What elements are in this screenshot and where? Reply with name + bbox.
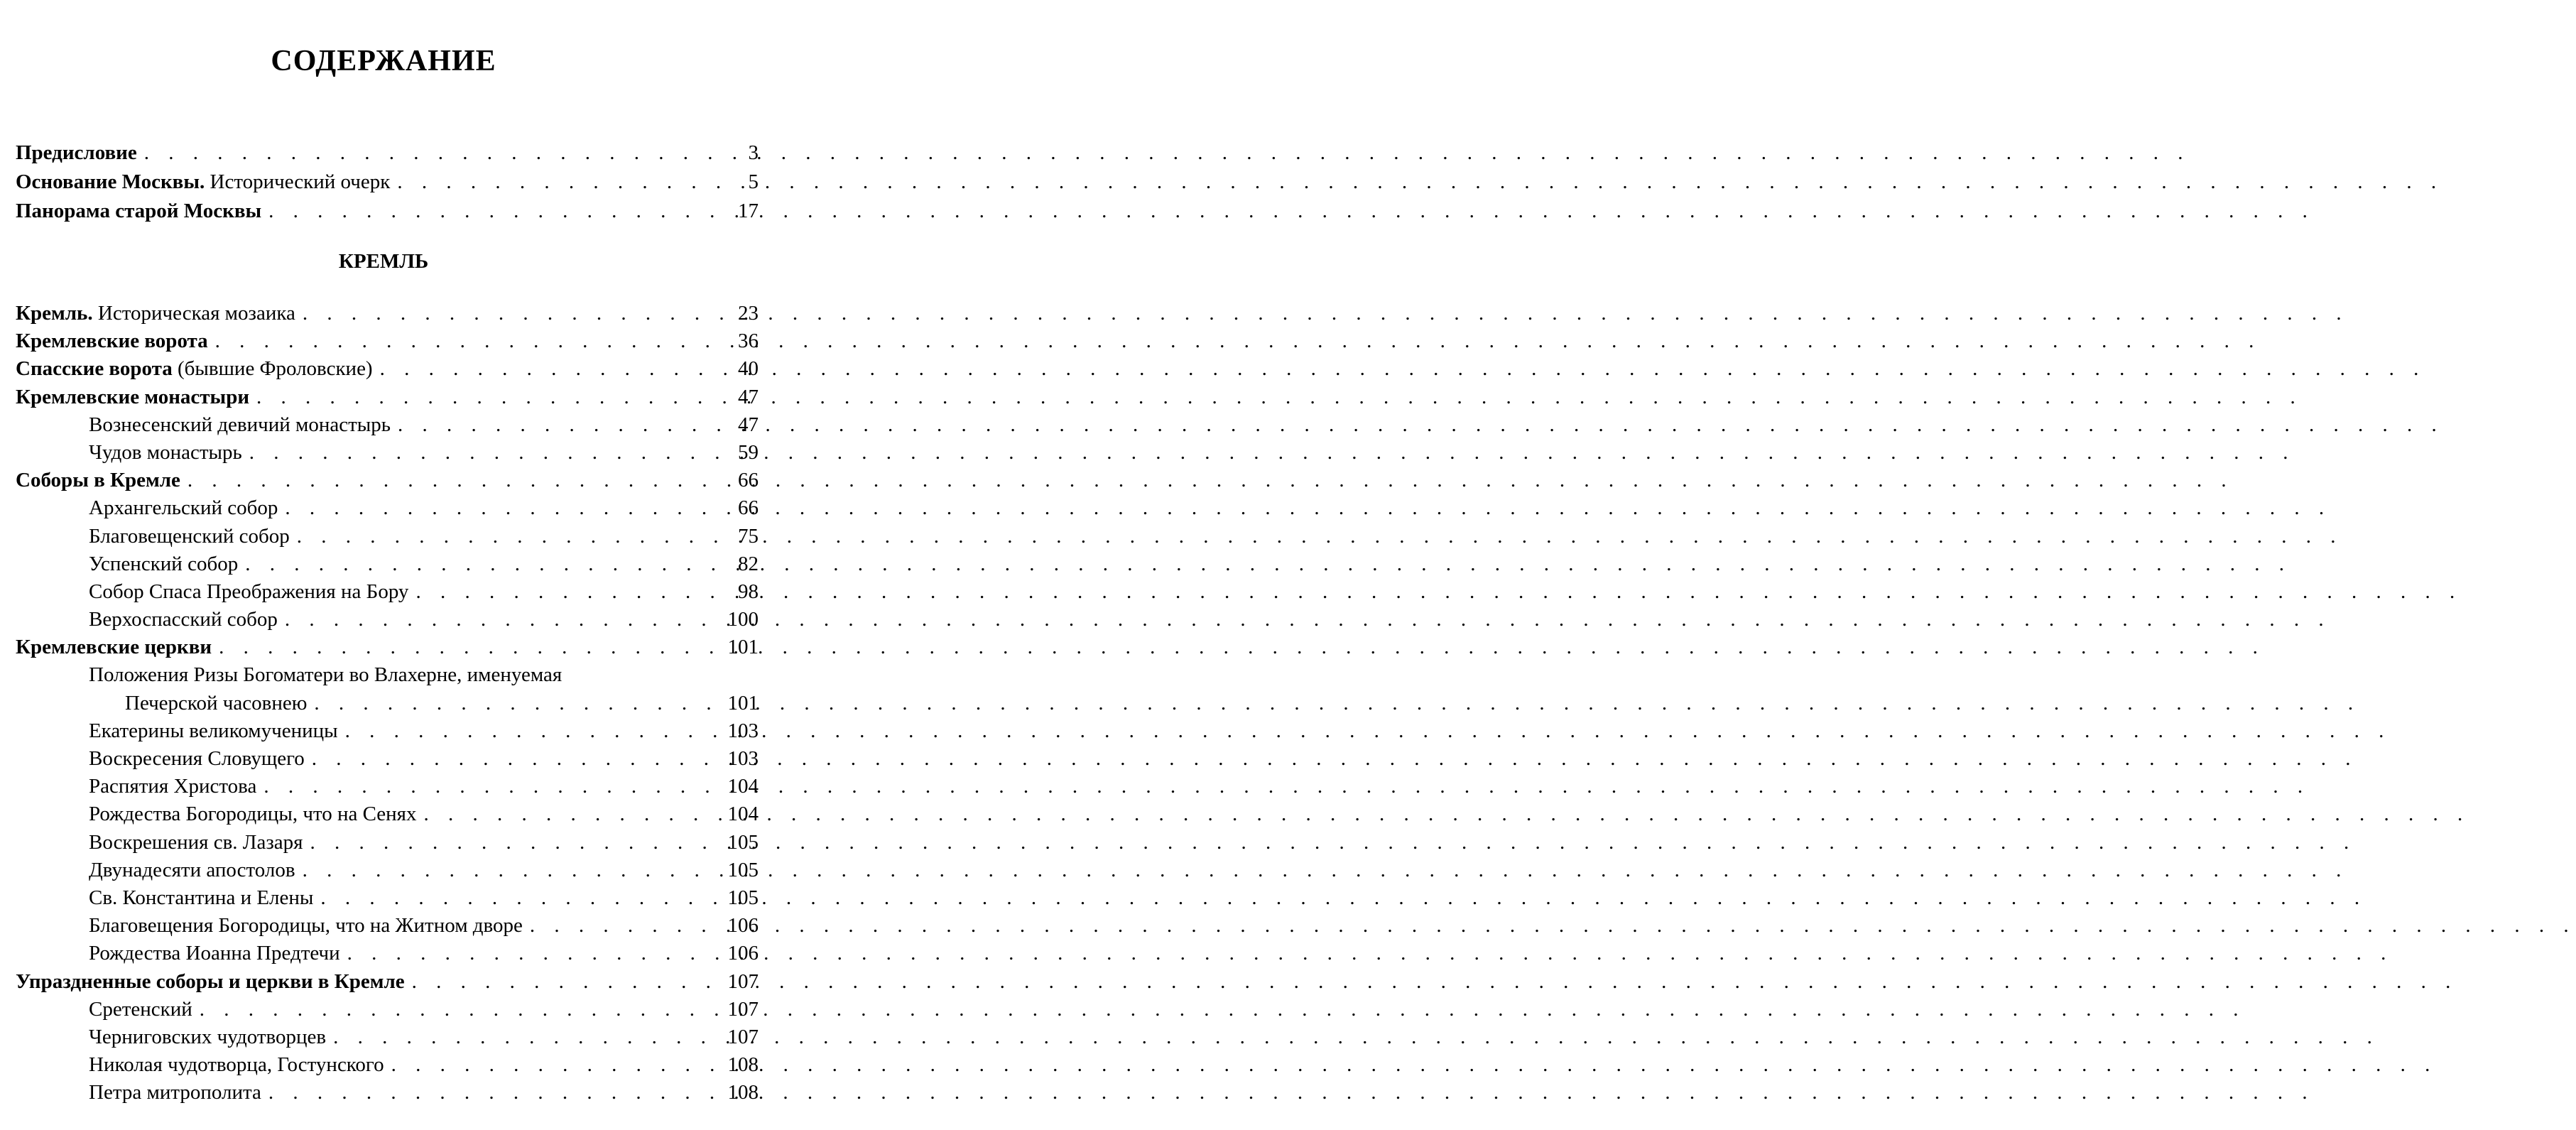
toc-entry-text (16, 355, 373, 383)
toc-entry-subtitle: Исторический очерк (205, 170, 391, 193)
dot-leader (405, 968, 709, 996)
toc-entry[interactable] (16, 327, 759, 355)
toc-entry[interactable] (16, 168, 759, 197)
toc-page-number: 59 (738, 440, 759, 464)
toc-entry-text (89, 1023, 326, 1051)
toc-subentry[interactable] (16, 745, 759, 773)
toc-subentry[interactable] (16, 550, 759, 578)
toc-entry-text (89, 550, 238, 578)
toc-page-number: 106 (727, 914, 759, 938)
toc-page-number: 66 (738, 496, 759, 520)
toc-subentry-title: Благовещения Богородицы, что на Житном дворе (89, 914, 523, 938)
toc-entry[interactable] (16, 138, 759, 168)
toc-entry-text (89, 940, 340, 967)
toc-page-number: 104 (727, 775, 759, 798)
toc-entry-title: Кремль. (16, 302, 93, 325)
toc-entry-text (89, 523, 290, 550)
toc-page-number: 66 (738, 469, 759, 492)
toc-entry-text (89, 494, 278, 522)
toc-subentry-title: Верхоспасский собор (89, 608, 278, 631)
toc-entry-text (89, 996, 192, 1023)
toc-page-number: 108 (727, 1053, 759, 1077)
toc-entry[interactable] (16, 197, 759, 226)
toc-page-number: 101 (727, 691, 759, 715)
toc-entry-text (89, 857, 295, 884)
toc-subentry-title: Воскрешения св. Лазаря (89, 830, 303, 854)
toc-page-number: 105 (727, 830, 759, 854)
toc-entry-text (89, 884, 313, 912)
toc-entry-title: Основание Москвы. (16, 170, 205, 193)
toc-subentry[interactable] (16, 578, 759, 606)
dot-leader (137, 138, 709, 168)
toc-subentry[interactable] (16, 661, 759, 689)
toc-subentry[interactable] (16, 773, 759, 800)
toc-entry-text (16, 138, 137, 168)
toc-subentry[interactable] (16, 439, 759, 467)
dot-leader (238, 550, 709, 578)
toc-entry-text (89, 606, 278, 634)
toc-page-number: 106 (727, 942, 759, 965)
toc-page-number: 82 (738, 552, 759, 575)
toc-entry-text (89, 912, 523, 940)
toc-subentry-title: Рождества Богородицы, что на Сенях (89, 803, 417, 826)
toc-entry-title: Кремлевские ворота (16, 330, 208, 353)
toc-entry-text (89, 578, 408, 606)
dot-leader (338, 717, 709, 745)
dot-leader (278, 494, 709, 522)
dot-leader (290, 523, 709, 550)
toc-subentry-title: Распятия Христова (89, 775, 257, 798)
toc-subentry[interactable] (16, 1023, 759, 1051)
dot-leader (192, 996, 709, 1023)
toc-entry-title: Соборы в Кремле (16, 469, 180, 492)
toc-subentry-title: Положения Ризы Богоматери во Влахерне, именуемая (89, 663, 563, 687)
toc-entry-text (16, 384, 249, 411)
toc-entry-text (89, 717, 338, 745)
toc-entry-text (89, 829, 303, 857)
toc-entry-text (89, 1079, 261, 1107)
toc-subentry-title: Собор Спаса Преображения на Бору (89, 580, 409, 603)
dot-leader (295, 857, 709, 884)
toc-page-number: 75 (738, 524, 759, 548)
dot-leader (373, 355, 709, 383)
dot-leader (303, 829, 710, 857)
dot-leader (523, 912, 709, 940)
toc-entry-text (16, 168, 390, 197)
toc-subentry-title: Рождества Иоанна Предтечи (89, 942, 340, 965)
dot-leader (326, 1023, 709, 1051)
toc-entry-text (89, 411, 391, 439)
toc-subentry-title: Николая чудотворца, Гостунского (89, 1053, 384, 1077)
page-title: СОДЕРЖАНИЕ (271, 45, 496, 77)
toc-entry-text (89, 439, 242, 467)
toc-subentry-title: Успенский собор (89, 552, 239, 575)
toc-subentry[interactable] (16, 940, 759, 967)
toc-subentry[interactable] (16, 411, 759, 439)
toc-entry[interactable] (16, 355, 759, 383)
dot-leader (390, 168, 709, 197)
toc-subentry-title: Петра митрополита (89, 1081, 261, 1104)
toc-subentry-title: Черниговских чудотворцев (89, 1025, 327, 1048)
toc-subentry-title: Сретенский (89, 997, 192, 1021)
dot-leader (261, 1079, 709, 1107)
toc-page-number: 5 (748, 170, 759, 193)
toc-page-number: 100 (727, 608, 759, 631)
toc-page-number: 98 (738, 580, 759, 603)
toc-page-number: 17 (738, 200, 759, 222)
toc-entry-title: Кремлевские церкви (16, 636, 212, 659)
dot-leader (305, 745, 709, 773)
toc-entry-title: Предисловие (16, 141, 137, 164)
toc-subentry-title: Двунадесяти апостолов (89, 858, 295, 881)
toc-entry-title: Спасские ворота (16, 357, 173, 381)
dot-leader (249, 384, 709, 411)
toc-page-number: 3 (748, 141, 759, 164)
section-title-kremlin: КРЕМЛЬ (338, 250, 429, 273)
toc-entry-text (16, 327, 208, 355)
toc-entry-subtitle: Историческая мозаика (92, 302, 295, 325)
toc-page-number: 40 (738, 357, 759, 381)
toc-subentry[interactable] (16, 996, 759, 1023)
toc-entry[interactable] (16, 634, 759, 661)
toc-entry-text (89, 800, 417, 828)
toc-page-number: 36 (738, 330, 759, 353)
toc-subentry-title: Благовещенский собор (89, 524, 290, 548)
dot-leader (212, 634, 709, 661)
dot-leader (295, 300, 709, 327)
toc-page-number: 105 (727, 886, 759, 909)
toc-subentry[interactable] (16, 523, 759, 550)
toc-entry-title: Кремлевские монастыри (16, 385, 250, 408)
dot-leader (307, 690, 709, 717)
toc-entry[interactable] (16, 384, 759, 411)
dot-leader (256, 773, 709, 800)
toc-entry-text (16, 300, 295, 327)
dot-leader (340, 940, 709, 967)
toc-entry-text (89, 773, 256, 800)
dot-leader (278, 606, 709, 634)
toc-subentry[interactable] (16, 857, 759, 884)
toc-entry[interactable] (16, 300, 759, 327)
toc-intro-list (16, 138, 759, 226)
dot-leader (261, 197, 709, 226)
toc-entry-text (125, 690, 307, 717)
toc-subentry-title: Чудов монастырь (89, 440, 242, 464)
toc-subentry[interactable] (16, 717, 759, 745)
toc-subentry-title: Вознесенский девичий монастырь (89, 413, 391, 436)
toc-entry[interactable] (16, 467, 759, 494)
toc-page-number: 47 (738, 385, 759, 408)
dot-leader (408, 578, 709, 606)
toc-page-number: 103 (727, 719, 759, 742)
toc-subentry-title: Архангельский собор (89, 496, 278, 520)
dot-leader (208, 327, 709, 355)
toc-entry-text (16, 467, 180, 494)
toc-entry[interactable] (16, 968, 759, 996)
toc-page-number: 107 (727, 1025, 759, 1048)
toc-entry-title: Упраздненные соборы и церкви в Кремле (16, 969, 405, 993)
toc-entry-subtitle: (бывшие Фроловские) (172, 357, 373, 381)
toc-kremlin-list (16, 300, 759, 1107)
dot-leader (242, 439, 709, 467)
dot-leader (417, 800, 709, 828)
toc-subentry-title: Екатерины великомученицы (89, 719, 338, 742)
toc-subentry[interactable] (16, 494, 759, 522)
toc-entry-text (89, 1051, 384, 1079)
toc-page-number: 103 (727, 747, 759, 770)
toc-subentry[interactable] (16, 1051, 759, 1079)
dot-leader (391, 411, 709, 439)
toc-page-number: 107 (727, 997, 759, 1021)
toc-subentry-title: Воскресения Словущего (89, 747, 305, 770)
toc-subentry-title: Печерской часовнею (125, 691, 308, 715)
toc-subentry[interactable] (16, 800, 759, 828)
toc-subentry[interactable] (16, 1079, 759, 1107)
dot-leader (180, 467, 709, 494)
toc-page-number: 105 (727, 858, 759, 881)
toc-subentry-title: Св. Константина и Елены (89, 886, 314, 909)
toc-page-number: 101 (727, 636, 759, 659)
toc-page-number: 104 (727, 803, 759, 826)
toc-page-number: 108 (727, 1081, 759, 1104)
dot-leader (313, 884, 709, 912)
toc-page-number: 107 (727, 969, 759, 993)
toc-page-number: 47 (738, 413, 759, 436)
dot-leader (384, 1051, 709, 1079)
toc-entry-text (16, 634, 212, 661)
toc-subentry-continuation[interactable] (16, 690, 759, 717)
toc-entry-text (16, 197, 261, 226)
toc-page-number: 23 (738, 302, 759, 325)
toc-subentry[interactable] (16, 884, 759, 912)
toc-entry-text (89, 745, 305, 773)
toc-entry-title: Панорама старой Москвы (16, 200, 262, 222)
toc-subentry[interactable] (16, 912, 759, 940)
toc-entry-text (16, 968, 405, 996)
toc-subentry[interactable] (16, 606, 759, 634)
toc-subentry[interactable] (16, 829, 759, 857)
toc-entry-text (89, 661, 562, 689)
